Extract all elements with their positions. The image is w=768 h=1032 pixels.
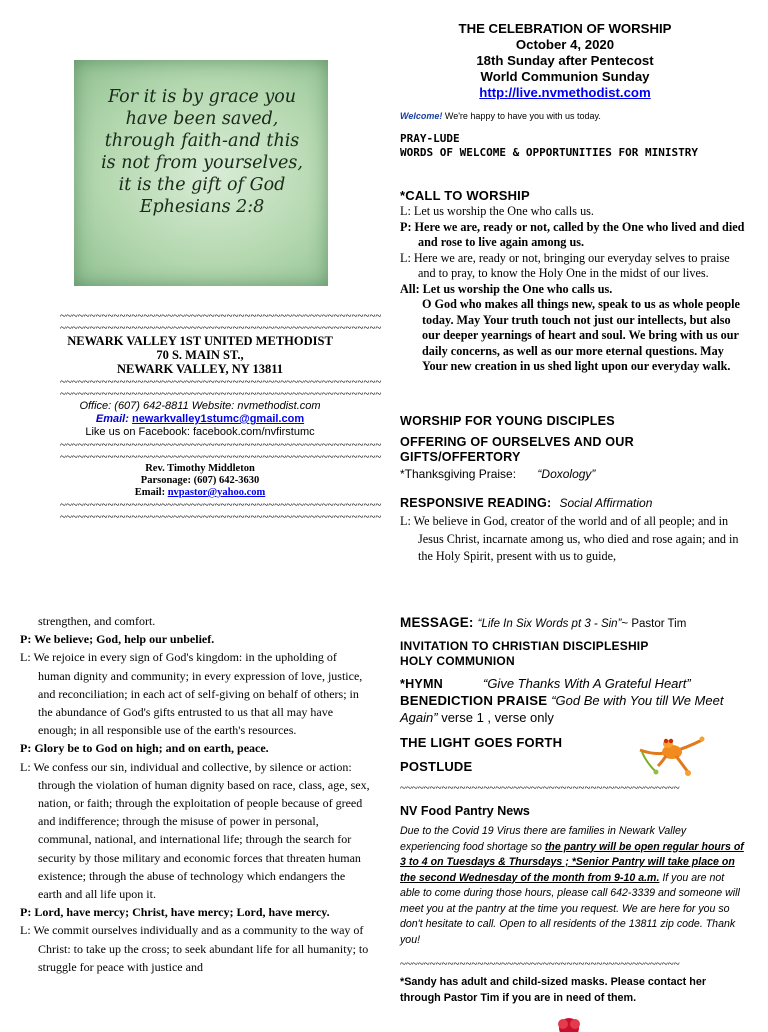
masks-notice: *Sandy has adult and child-sized masks. Please contact her through Pastor Tim if you are in need of them. <box>400 976 707 1004</box>
tilde-divider: ~~~~~~~~~~~~~~~~~~~~~~~~~~~~~~~~~~~~~~~~~~~~~~~~~~~~~~ <box>60 310 382 322</box>
tilde-divider: ~~~~~~~~~~~~~~~~~~~~~~~~~~~~~~~~~~~~~~~~~~~~~~~ <box>400 782 680 794</box>
reading-people-3: P: Lord, have mercy; Christ, have mercy; Lord, have mercy. <box>20 905 330 920</box>
postlude: POSTLUDE <box>400 759 473 774</box>
verse-graphic <box>74 60 328 286</box>
pantry-text-1: Due to the Covid 19 Virus there are families in Newark Valley experiencing food shortage so <box>400 825 687 853</box>
flower-image <box>545 1012 593 1032</box>
message-by: ~ Pastor Tim <box>621 618 687 630</box>
benediction-title: “God Be with You till We Meet Again” <box>400 693 724 725</box>
verse-line: through faith-and this <box>104 131 300 151</box>
verse-reference: Ephesians 2:8 <box>139 197 265 217</box>
reading-leader-3: L: We confess our sin, individual and collective, by silence or action: through the violation of human dignity based on race, class, age, sex, nation, or faith; through the exploitation of people because of greed and indifference; through the misuse of power in personal, communal, national, and international life; through the search for security by those military and economic forces that threaten human existence; through the abuse of technology which endangers the earth and all life upon it. <box>20 759 370 902</box>
pantry-notice <box>400 824 746 948</box>
tilde-divider: ~~~~~~~~~~~~~~~~~~~~~~~~~~~~~~~~~~~~~~~~~~~~~~~~~~~~~~ <box>60 322 382 334</box>
service-order-continued <box>400 614 752 1006</box>
offering-heading: OFFERING OF OURSELVES AND OUR GIFTS/OFFERTORY <box>400 435 634 464</box>
pantry-text-2: If you are not able to come during those hours, please call 642-3339 and someone will meet you at the pantry at the time you request. We are here for you so don't hesitate to call. Open to all residents of the 13811 zip code. Thank you! <box>400 871 740 946</box>
reading-leader-4: L: We commit ourselves individually and as a community to the way of Christ: to take up the cross; to seek abundant life for all humanity; to struggle for peace with justice and <box>20 923 369 974</box>
tilde-divider: ~~~~~~~~~~~~~~~~~~~~~~~~~~~~~~~~~~~~~~~~~~~~~~~~~~~~~~ <box>60 439 382 451</box>
parsonage-phone: Parsonage: (607) 642-3630 <box>140 475 260 486</box>
invitation: INVITATION TO CHRISTIAN DISCIPLESHIP <box>400 639 649 653</box>
young-disciples: WORSHIP FOR YOUNG DISCIPLES <box>400 414 615 428</box>
opening-section <box>400 132 720 160</box>
verse-text <box>80 86 324 218</box>
call-people-1: P: Here we are, ready or not, called by the One who lived and died and rose to live again among us. <box>400 219 745 249</box>
message-label: MESSAGE: <box>400 615 474 630</box>
welcome-line <box>400 111 750 122</box>
praylude: PRAY-LUDE <box>400 132 460 145</box>
verse-line: For it is by grace you <box>107 87 297 107</box>
responsive-reading-continued <box>20 612 372 976</box>
welcome-label: Welcome! <box>400 111 443 121</box>
call-to-worship <box>400 188 750 375</box>
tilde-divider: ~~~~~~~~~~~~~~~~~~~~~~~~~~~~~~~~~~~~~~~~~~~~~~~ <box>400 958 680 970</box>
benediction-verse: verse 1 , verse only <box>437 710 554 725</box>
words-of-welcome: WORDS OF WELCOME & OPPORTUNITIES FOR MINISTRY <box>400 146 699 159</box>
pastor-name: Rev. Timothy Middleton <box>145 463 255 474</box>
livestream-link[interactable]: http://live.nvmethodist.com <box>479 85 651 100</box>
church-name: NEWARK VALLEY 1ST UNITED METHODIST <box>67 334 333 348</box>
pastor-email-link[interactable]: nvpastor@yahoo.com <box>167 487 266 498</box>
hymn-title: “Give Thanks With A Grateful Heart” <box>482 676 691 691</box>
email-label: Email: <box>95 413 129 425</box>
worship-date: October 4, 2020 <box>515 37 615 52</box>
holy-communion: HOLY COMMUNION <box>400 654 515 668</box>
light-goes-forth: THE LIGHT GOES FORTH <box>400 735 563 750</box>
call-leader-1: L: Let us worship the One who calls us. <box>400 204 594 218</box>
facebook-info: Like us on Facebook: facebook.com/nvfirstumc <box>85 426 315 438</box>
benediction-label: BENEDICTION PRAISE <box>400 693 548 708</box>
message-title: “Life In Six Words pt 3 - Sin” <box>477 618 622 630</box>
mid-section <box>400 414 750 566</box>
call-leader-2: L: Here we are, ready or not, bringing our everyday selves to praise and to pray, to know the Holy One in the midst of our lives. <box>400 250 730 280</box>
reading-leader-2: L: We rejoice in every sign of God's kingdom: in the upholding of human dignity and community; in every expression of love, justice, and reconciliation; in each act of self-giving on behalf of others; in the abundance of God's gifts entrusted to us that all may have enough; in all responsible use of the earth's resources. <box>20 650 363 738</box>
thanksgiving-label: *Thanksgiving Praise: <box>400 467 517 481</box>
tilde-divider: ~~~~~~~~~~~~~~~~~~~~~~~~~~~~~~~~~~~~~~~~~~~~~~~~~~~~~~ <box>60 511 382 523</box>
tilde-divider: ~~~~~~~~~~~~~~~~~~~~~~~~~~~~~~~~~~~~~~~~~~~~~~~~~~~~~~ <box>60 376 382 388</box>
frog-icon <box>636 728 708 778</box>
thanksgiving-song: “Doxology” <box>537 467 596 481</box>
tilde-divider: ~~~~~~~~~~~~~~~~~~~~~~~~~~~~~~~~~~~~~~~~~~~~~~~~~~~~~~ <box>60 451 382 463</box>
worship-header <box>420 21 710 101</box>
church-address-2: NEWARK VALLEY, NY 13811 <box>116 362 283 376</box>
verse-line: is not from yourselves, <box>101 153 303 173</box>
church-address-1: 70 S. MAIN ST., <box>156 348 244 362</box>
call-all: All: Let us worship the One who calls us. <box>400 281 613 296</box>
welcome-text: We're happy to have you with us today. <box>442 111 601 121</box>
office-info: Office: (607) 642-8811 Website: nvmethodist.com <box>79 400 321 412</box>
responsive-label: RESPONSIVE READING: <box>400 496 552 510</box>
pantry-hours: the pantry will be open regular hours of 3 to 4 on Tuesdays & Thursdays ; *Senior Pantry will take place on the second Wednesday of the month from 9-10 a.m. <box>400 840 744 884</box>
pastor-email-label: Email: <box>134 487 166 498</box>
responsive-leader-1: L: We believe in God, creator of the world and of all people; and in Jesus Christ, incarnate among us, who died and rose again; and in the Holy Spirit, present with us to guide, <box>400 514 739 563</box>
reading-continued: strengthen, and comfort. <box>38 614 156 628</box>
verse-line: it is the gift of God <box>118 175 286 195</box>
responsive-title: Social Affirmation <box>559 496 653 510</box>
tilde-divider: ~~~~~~~~~~~~~~~~~~~~~~~~~~~~~~~~~~~~~~~~~~~~~~~~~~~~~~ <box>60 388 382 400</box>
reading-people-2: P: Glory be to God on high; and on earth, peace. <box>20 741 269 756</box>
worship-sunday: 18th Sunday after Pentecost <box>476 53 654 68</box>
church-info <box>60 310 382 523</box>
verse-line: have been saved, <box>125 109 279 129</box>
reading-people-1: P: We believe; God, help our unbelief. <box>20 632 215 647</box>
call-heading: *CALL TO WORSHIP <box>400 188 530 203</box>
hymn-label: *HYMN <box>400 677 443 691</box>
tilde-divider: ~~~~~~~~~~~~~~~~~~~~~~~~~~~~~~~~~~~~~~~~~~~~~~~~~~~~~~ <box>60 499 382 511</box>
worship-title: THE CELEBRATION OF WORSHIP <box>458 21 672 36</box>
church-email-link[interactable]: newarkvalley1stumc@gmail.com <box>131 413 305 425</box>
pantry-heading: NV Food Pantry News <box>400 804 530 818</box>
worship-communion: World Communion Sunday <box>480 69 650 84</box>
opening-prayer: O God who makes all things new, speak to us as whole people today. May Your truth touch not just our intellects, but also our deeper yearnings of heart and soul. We bring with us our daily concerns, as well as our more eternal questions. May Your new creation in us shed light upon our everyday walk. <box>422 297 740 373</box>
